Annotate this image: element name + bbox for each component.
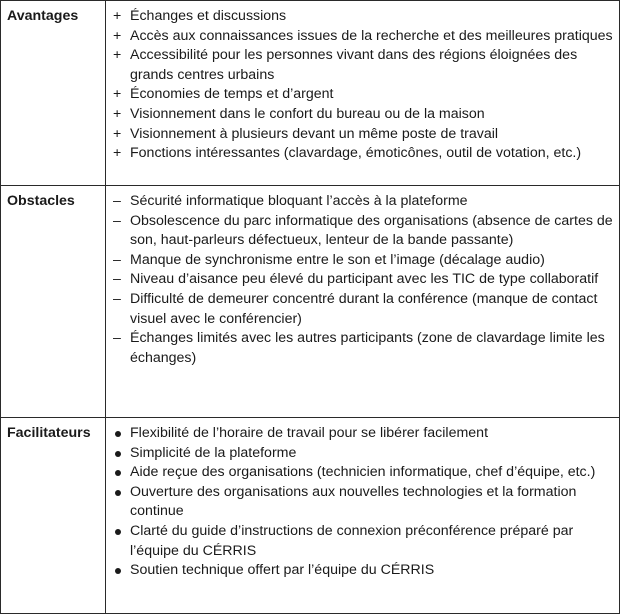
section-label-facilitateurs: Facilitateurs <box>7 425 91 441</box>
list-facilitateurs <box>113 424 615 581</box>
list-marker: – <box>113 330 121 347</box>
label-cell <box>1 186 106 418</box>
list-item <box>113 192 615 212</box>
list-marker: + <box>113 8 122 24</box>
bullet-icon <box>115 568 121 574</box>
list-item <box>113 125 615 145</box>
list-marker: – <box>113 290 121 307</box>
list-item-text: Simplicité de la plateforme <box>130 444 297 461</box>
list-item <box>113 85 615 105</box>
list-marker: + <box>113 145 122 162</box>
bullet-icon <box>115 490 121 496</box>
list-item-text: Accès aux connaissances issues de la recherche et des meilleures pratiques <box>130 27 613 44</box>
list-item-text: Fonctions intéressantes (clavardage, émoticônes, outil de votation, etc.) <box>130 145 582 162</box>
list-item-text: Économies de temps et d’argent <box>130 86 334 103</box>
bullet-icon <box>115 431 121 437</box>
list-item <box>113 522 615 561</box>
list-item-text: Ouverture des organisations aux nouvelles technologies et la formation continue <box>130 483 577 520</box>
label-cell <box>1 1 106 186</box>
list-marker: + <box>113 125 122 142</box>
list-obstacles <box>113 192 615 368</box>
list-item <box>113 144 615 164</box>
table-row-facilitateurs <box>1 418 620 614</box>
section-label-avantages: Avantages <box>7 8 79 24</box>
list-item-text: Soutien technique offert par l’équipe du CÉRRIS <box>130 562 435 579</box>
list-avantages <box>113 7 615 164</box>
list-item-text: Difficulté de demeurer concentré durant la conférence (manque de contact visuel avec le conférencier) <box>130 290 598 327</box>
bullet-icon <box>115 470 121 476</box>
label-cell <box>1 418 106 614</box>
list-item <box>113 251 615 271</box>
list-item-text: Sécurité informatique bloquant l’accès à la plateforme <box>130 193 468 209</box>
list-item <box>113 290 615 329</box>
list-item <box>113 212 615 251</box>
list-item-text: Visionnement dans le confort du bureau ou de la maison <box>130 105 485 122</box>
table-row-obstacles <box>1 186 620 418</box>
list-item <box>113 424 615 444</box>
list-item-text: Flexibilité de l’horaire de travail pour se libérer facilement <box>130 425 489 441</box>
list-item <box>113 444 615 464</box>
list-marker: – <box>113 212 121 229</box>
items-cell <box>106 186 620 418</box>
list-item <box>113 27 615 47</box>
list-item-text: Clarté du guide d’instructions de connexion préconférence préparé par l’équipe du CÉRRIS <box>130 522 574 559</box>
list-item-text: Accessibilité pour les personnes vivant dans des régions éloignées des grands centres urbains <box>130 47 578 83</box>
list-marker: + <box>113 47 122 64</box>
bullet-icon <box>115 529 121 535</box>
list-item <box>113 561 615 581</box>
section-label-obstacles: Obstacles <box>7 193 75 209</box>
list-item <box>113 270 615 290</box>
items-cell <box>106 418 620 614</box>
list-item-text: Échanges et discussions <box>130 8 287 24</box>
list-item <box>113 463 615 483</box>
list-item-text: Manque de synchronisme entre le son et l’image (décalage audio) <box>130 251 545 268</box>
list-item <box>113 46 615 85</box>
list-item <box>113 7 615 27</box>
table-row-avantages <box>1 1 620 186</box>
list-marker: – <box>113 193 121 209</box>
list-marker: – <box>113 271 121 288</box>
list-item-text: Niveau d’aisance peu élevé du participant avec les TIC de type collaboratif <box>130 271 599 288</box>
list-item <box>113 329 615 368</box>
list-item-text: Visionnement à plusieurs devant un même poste de travail <box>130 125 499 142</box>
list-marker: – <box>113 251 121 268</box>
list-item <box>113 105 615 125</box>
items-cell <box>106 1 620 186</box>
list-item-text: Échanges limités avec les autres participants (zone de clavardage limite les échanges) <box>130 330 605 366</box>
list-marker: + <box>113 27 122 44</box>
list-item-text: Obsolescence du parc informatique des organisations (absence de cartes de son, haut-parleurs défectueux, lenteur de la bande passante) <box>130 212 613 249</box>
list-item <box>113 483 615 522</box>
bullet-icon <box>115 451 121 457</box>
list-marker: + <box>113 105 122 122</box>
list-marker: + <box>113 86 122 103</box>
list-item-text: Aide reçue des organisations (technicien informatique, chef d’équipe, etc.) <box>130 464 596 481</box>
